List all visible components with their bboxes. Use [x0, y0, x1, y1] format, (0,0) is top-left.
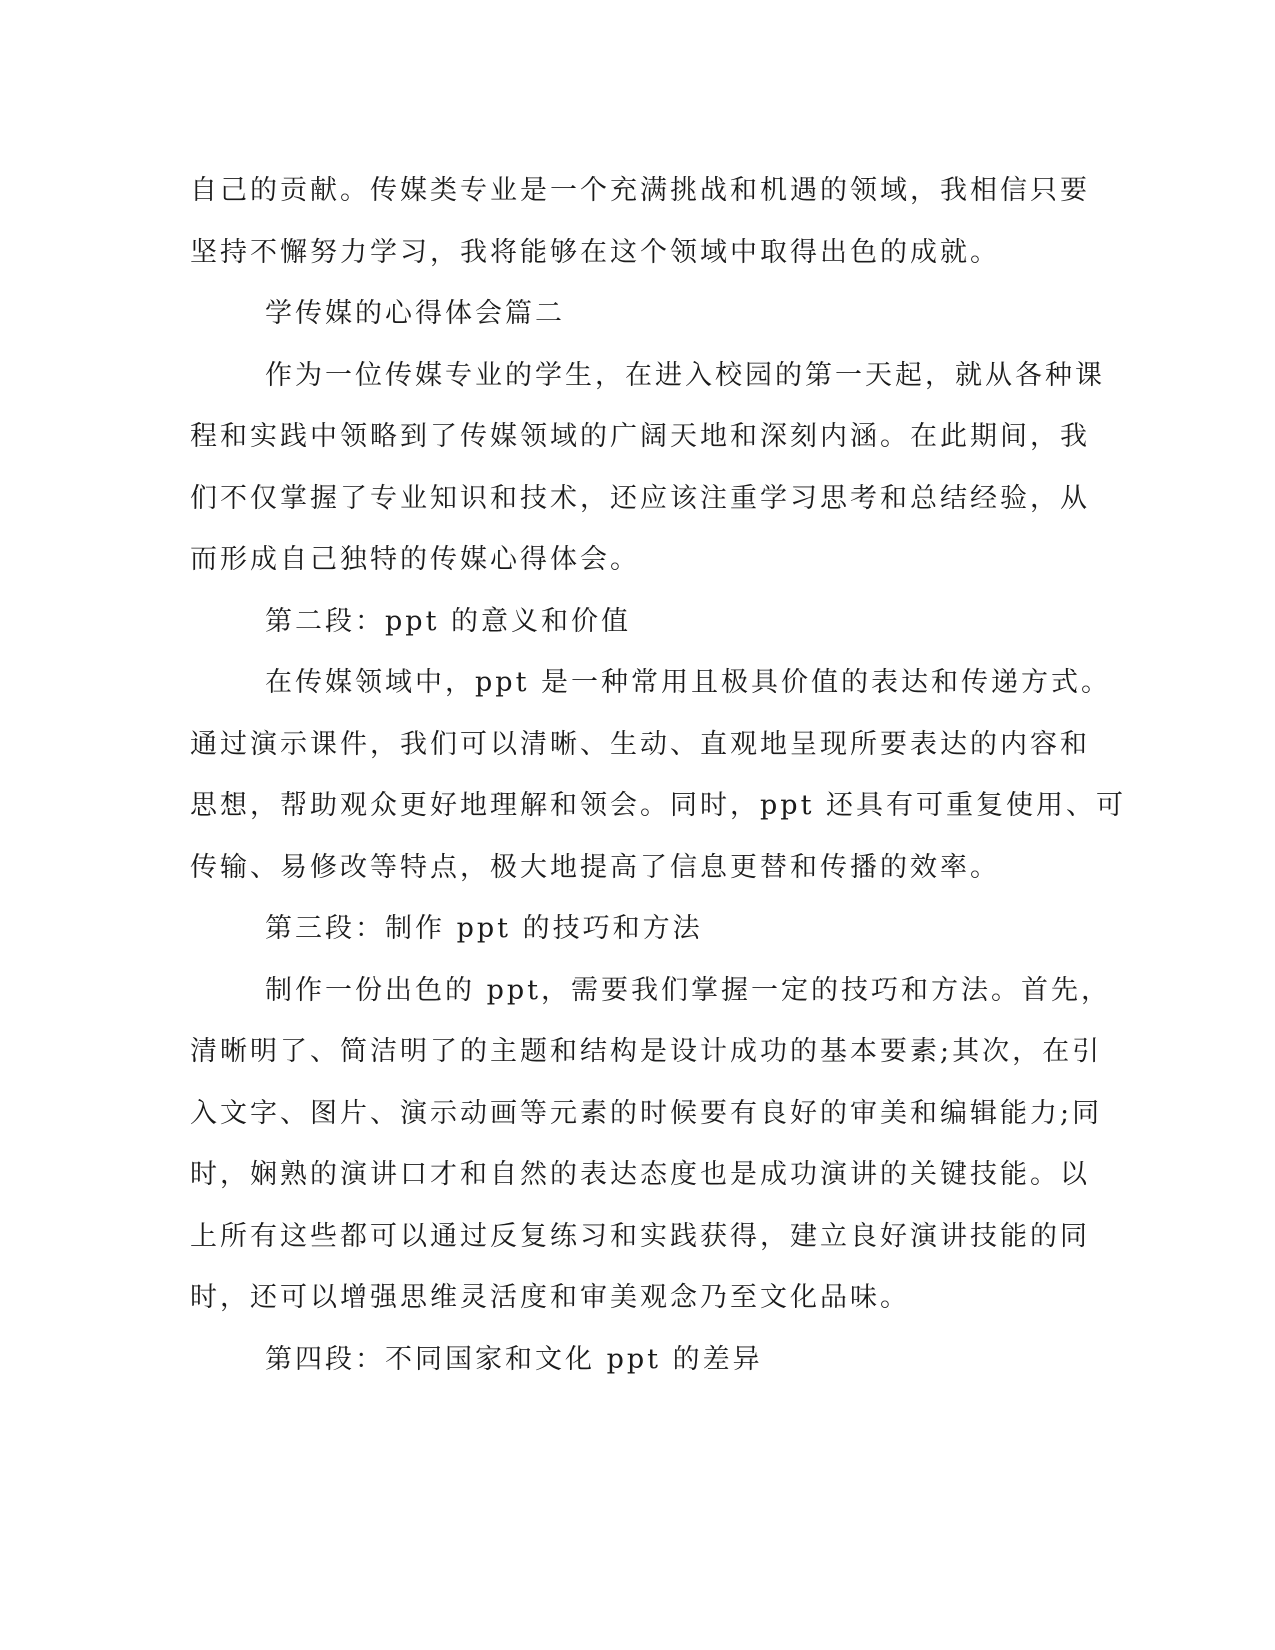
text-line: 清晰明了、简洁明了的主题和结构是设计成功的基本要素;其次，在引: [190, 1036, 1103, 1067]
text-line: 通过演示课件，我们可以清晰、生动、直观地呈现所要表达的内容和: [190, 728, 1090, 760]
text-line: 时，还可以增强思维灵活度和审美观念乃至文化品味。: [190, 1282, 910, 1313]
section-heading: 学传媒的心得体会篇二: [265, 298, 565, 329]
text-line: 作为一位传媒专业的学生，在进入校园的第一天起，就从各种课: [265, 359, 1105, 391]
text-line: 坚持不懈努力学习，我将能够在这个领域中取得出色的成就。: [190, 236, 1000, 268]
section-heading: 第四段：不同国家和文化 ppt 的差异: [265, 1343, 763, 1375]
section-heading: 第二段：ppt 的意义和价值: [265, 605, 631, 637]
text-line: 自己的贡献。传媒类专业是一个充满挑战和机遇的领域，我相信只要: [190, 175, 1090, 206]
text-line: 而形成自己独特的传媒心得体会。: [190, 544, 640, 575]
text-line: 制作一份出色的 ppt，需要我们掌握一定的技巧和方法。首先，: [265, 974, 1111, 1006]
text-line: 思想，帮助观众更好地理解和领会。同时，ppt 还具有可重复使用、可: [190, 790, 1126, 821]
section-heading: 第三段：制作 ppt 的技巧和方法: [265, 913, 703, 944]
text-line: 时，娴熟的演讲口才和自然的表达态度也是成功演讲的关键技能。以: [190, 1159, 1090, 1190]
text-line: 上所有这些都可以通过反复练习和实践获得，建立良好演讲技能的同: [190, 1220, 1090, 1252]
text-line: 入文字、图片、演示动画等元素的时候要有良好的审美和编辑能力;同: [190, 1097, 1103, 1129]
text-line: 在传媒领域中，ppt 是一种常用且极具价值的表达和传递方式。: [265, 667, 1111, 698]
text-line: 们不仅掌握了专业知识和技术，还应该注重学习思考和总结经验，从: [190, 482, 1090, 514]
text-line: 传输、易修改等特点，极大地提高了信息更替和传播的效率。: [190, 851, 1000, 883]
text-line: 程和实践中领略到了传媒领域的广阔天地和深刻内涵。在此期间，我: [190, 421, 1090, 452]
document-body: [190, 160, 1126, 1390]
